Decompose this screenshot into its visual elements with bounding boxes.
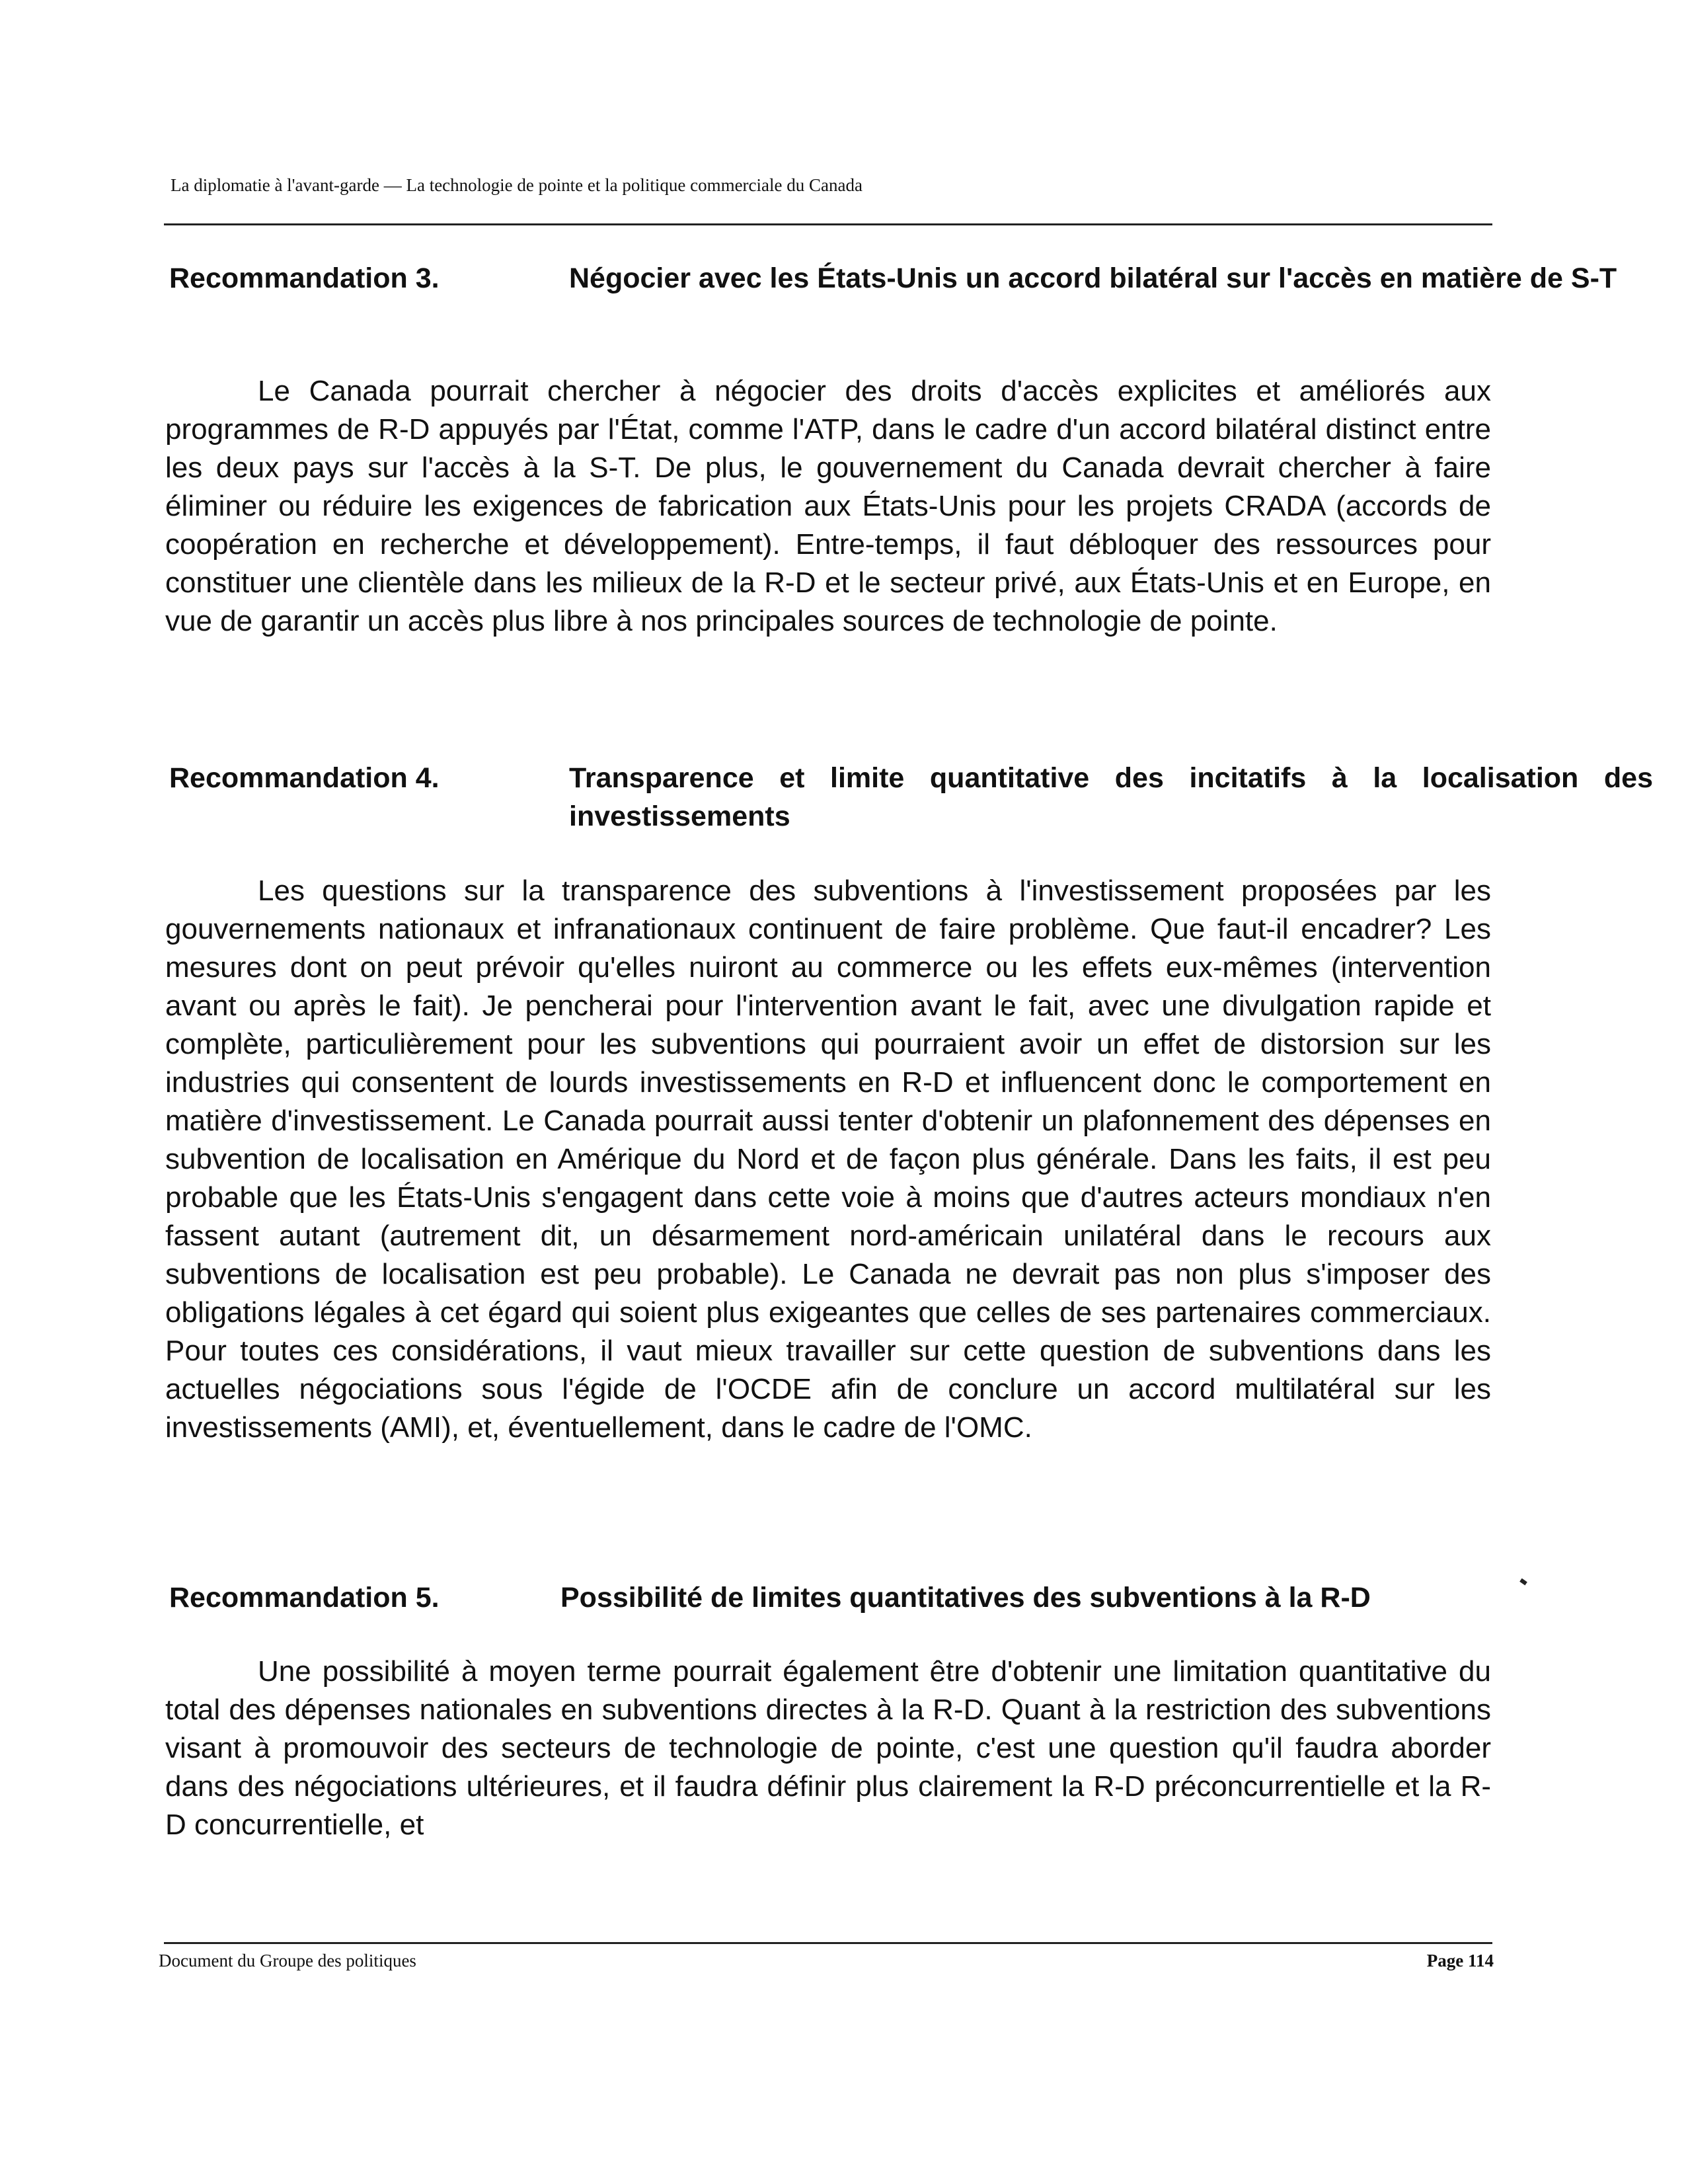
recommendation-3-body: Le Canada pourrait chercher à négocier des droits d'accès explicites et améliorés aux programmes de R-D appuyés par l'État, comme l'ATP, dans le cadre d'un accord bilatéral distinct entre les deux pays sur l'accès à la S-T. De plus, le gouvernement du Canada devrait chercher à faire éliminer ou réduire les exigences de fabrication aux États-Unis pour les projets CRADA (accords de coopération en recherche et développement). Entre-temps, il faut débloquer des ressources pour constituer une clientèle dans les milieux de la R-D et le secteur privé, aux États-Unis et en Europe, en vue de garantir un accès plus libre à nos principales sources de technologie de pointe. xyxy=(165,375,1491,637)
page-number: Page 114 xyxy=(1426,1951,1494,1970)
recommendation-5-body: Une possibilité à moyen terme pourrait également être d'obtenir une limitation quantitative du total des dépenses nationales en subventions directes à la R-D. Quant à la restriction des subventions visant à promouvoir des secteurs de technologie de pointe, c'est une question qu'il faudra aborder dans des négociations ultérieures, et il faudra définir plus clairement la R-D préconcurrentielle et la R-D concurrentielle, et xyxy=(165,1655,1491,1841)
recommendation-number: Recommandation 3. xyxy=(169,262,440,294)
header-rule xyxy=(164,223,1492,225)
recommendation-number: Recommandation 5. xyxy=(169,1582,440,1614)
running-header: La diplomatie à l'avant-garde — La technologie de pointe et la politique commerciale du Canada xyxy=(171,175,863,195)
recommendation-title: Transparence et limite quantitative des incitatifs à la localisation des investissements xyxy=(569,762,1653,832)
recommendation-title: Négocier avec les États-Unis un accord bilatéral sur l'accès en matière de S-T xyxy=(569,262,1617,294)
recommendation-title: Possibilité de limites quantitatives des subventions à la R-D xyxy=(560,1582,1371,1614)
recommendation-number: Recommandation 4. xyxy=(169,762,440,794)
footer-document-label: Document du Groupe des politiques xyxy=(159,1951,416,1970)
footer-rule xyxy=(164,1942,1492,1944)
recommendation-4-body: Les questions sur la transparence des subventions à l'investissement proposées par les gouvernements nationaux et infranationaux continuent de faire problème. Que faut-il encadrer? Les mesures dont on peut prévoir qu'elles nuiront au commerce ou les effets eux-mêmes (intervention avant ou après le fait). Je pencherai pour l'intervention avant le fait, avec une divulgation rapide et complète, particulièrement pour les subventions qui pourraient avoir un effet de distorsion sur les industries qui consentent de lourds investissements en R-D et influencent donc le comportement en matière d'investissement. Le Canada pourrait aussi tenter d'obtenir un plafonnement des dépenses en subvention de localisation en Amérique du Nord et de façon plus générale. Dans les faits, il est peu probable que les États-Unis s'engagent dans cette voie à moins que d'autres acteurs mondiaux n'en fassent autant (autrement dit, un désarmement nord-américain unilatéral dans le recours aux subventions de localisation est peu probable). Le Canada ne devrait pas non plus s'imposer des obligations légales à cet égard qui soient plus exigeantes que celles de ses partenaires commerciaux. Pour toutes ces considérations, il vaut mieux travailler sur cette question de subventions dans les actuelles négociations sous l'égide de l'OCDE afin de conclure un accord multilatéral sur les investissements (AMI), et, éventuellement, dans le cadre de l'OMC. xyxy=(165,875,1491,1444)
